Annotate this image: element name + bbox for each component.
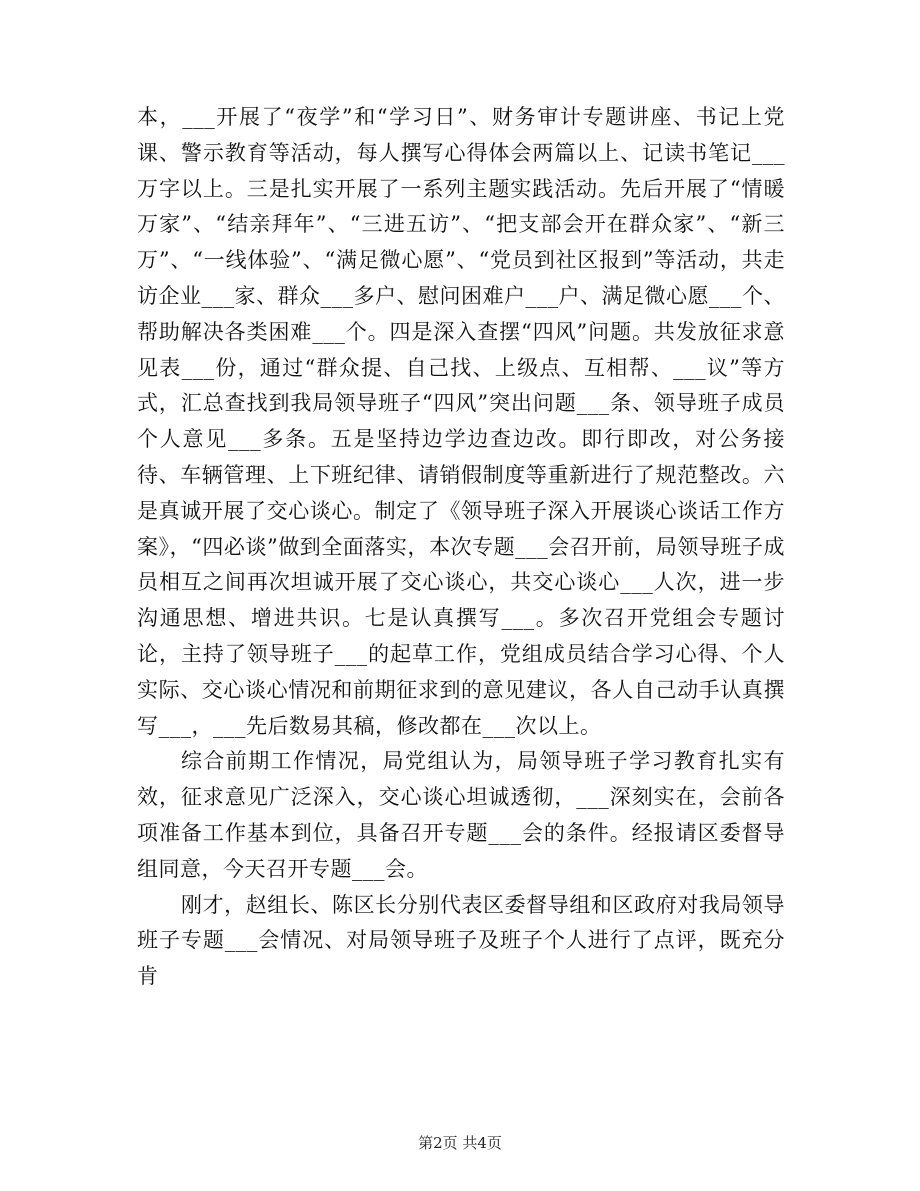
document-body — [137, 100, 785, 995]
paragraph-1: 本，___开展了“夜学”和“学习日”、财务审计专题讲座、书记上党课、警示教育等活动，每人撰写心得体会两篇以上、记读书笔记___万字以上。三是扎实开展了一系列主题实践活动。先后开展了“情暖万家”、“结亲拜年”、“三进五访”、“把支部会开在群众家”、“新三万”、“一线体验”、“满足微心愿”、“党员到社区报到”等活动，共走访企业___家、群众___多户、慰问困难户___户、满足微心愿___个、帮助解决各类困难___个。四是深入查摆“四风”问题。共发放征求意见表___份，通过“群众提、自己找、上级点、互相帮、___议”等方式，汇总查找到我局领导班子“四风”突出问题___条、领导班子成员个人意见___多条。五是坚持边学边查边改。即行即改，对公务接待、车辆管理、上下班纪律、请销假制度等重新进行了规范整改。六是真诚开展了交心谈心。制定了《领导班子深入开展谈心谈话工作方案》，“四必谈”做到全面落实，本次专题___会召开前，局领导班子成员相互之间再次坦诚开展了交心谈心，共交心谈心___人次，进一步沟通思想、增进共识。七是认真撰写___。多次召开党组会专题讨论，主持了领导班子___的起草工作，党组成员结合学习心得、个人实际、交心谈心情况和前期征求到的意见建议，各人自己动手认真撰写___，___先后数易其稿，修改都在___次以上。 — [137, 105, 785, 738]
paragraph-2: 综合前期工作情况，局党组认为，局领导班子学习教育扎实有效，征求意见广泛深入，交心谈心坦诚透彻，___深刻实在，会前各项准备工作基本到位，具备召开专题___会的条件。经报请区委督导组同意，今天召开专题___会。 — [137, 749, 785, 881]
paragraph-3: 刚才，赵组长、陈区长分别代表区委督导组和区政府对我局领导班子专题___会情况、对局领导班子及班子个人进行了点评，既充分肯 — [137, 892, 785, 989]
page-number-footer: 第2页 共4页 — [418, 1134, 502, 1152]
